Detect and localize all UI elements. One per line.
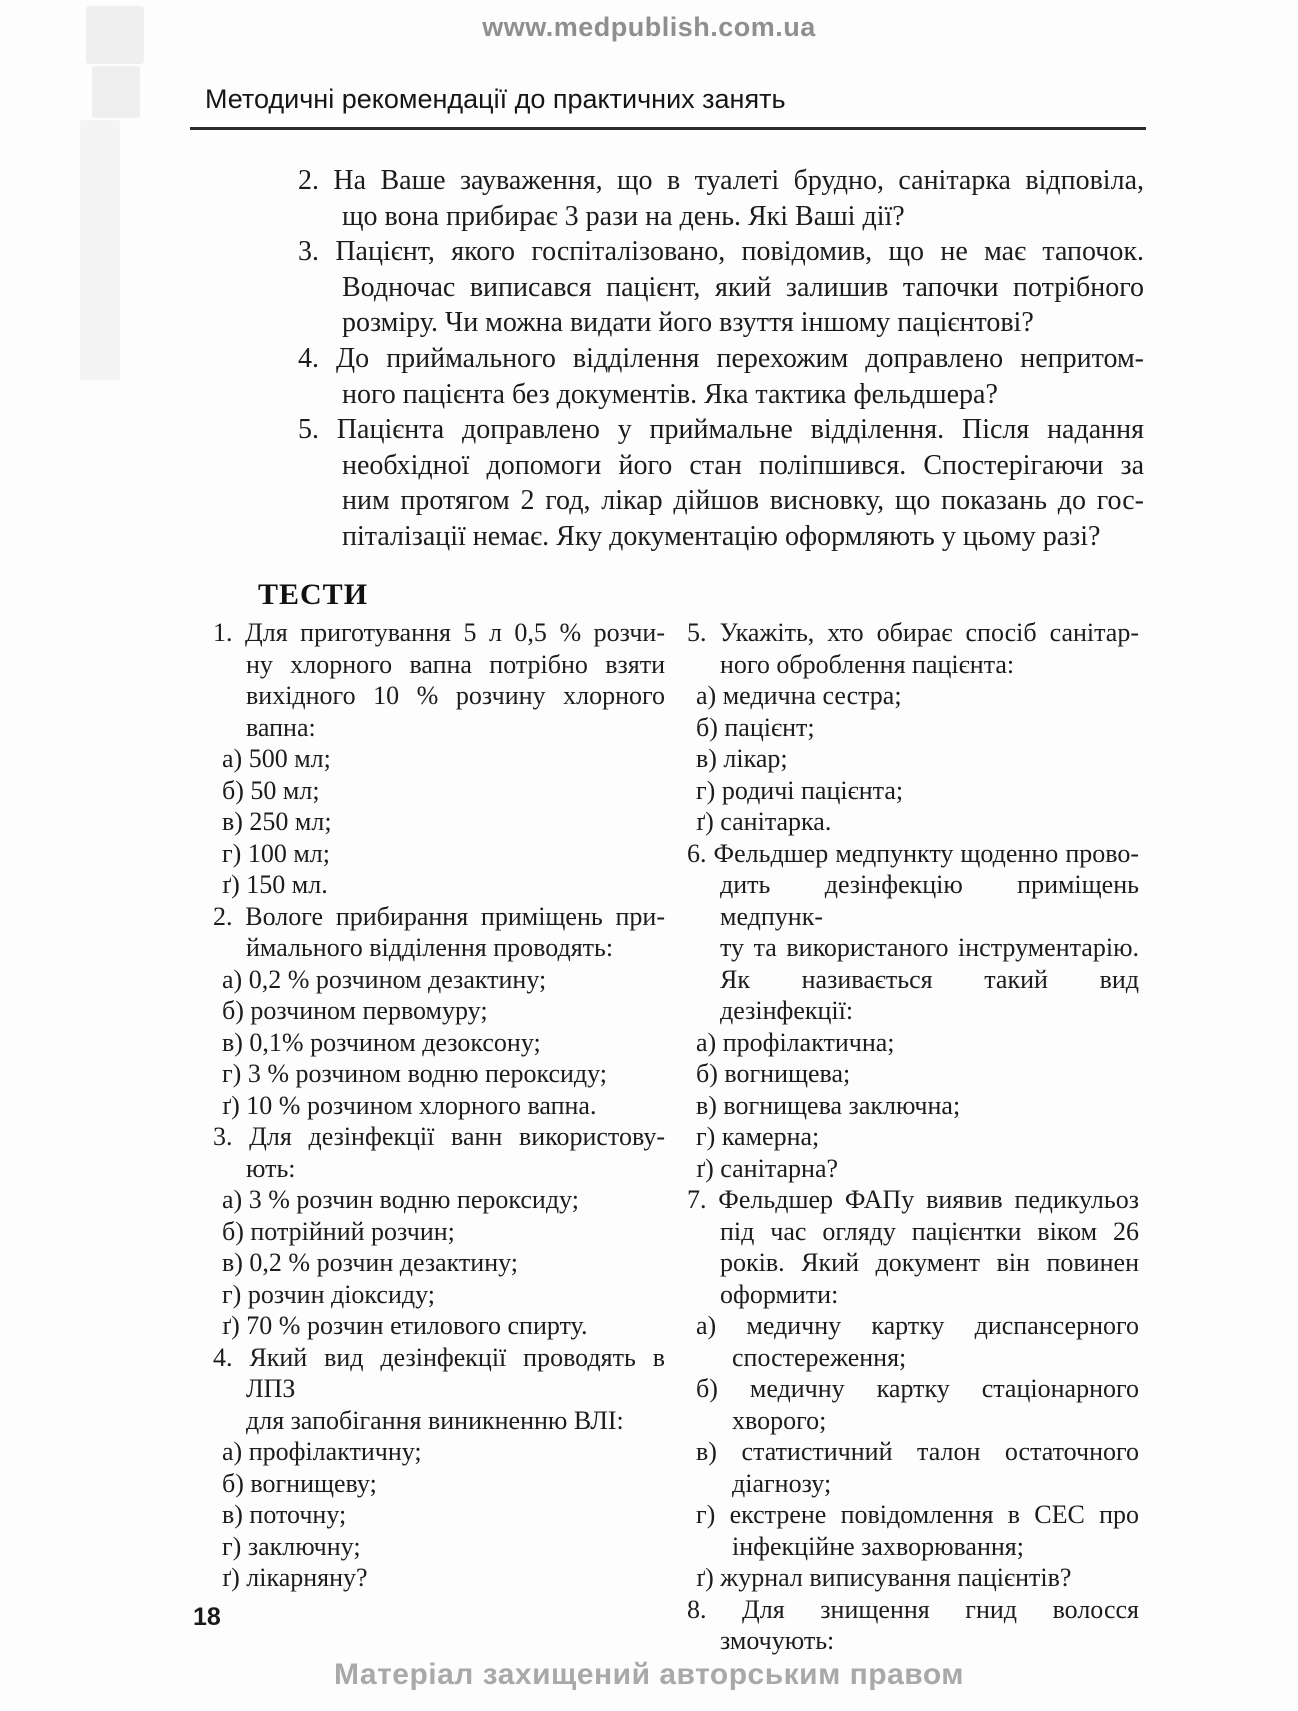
test-text-line: для запобігання виникненню ВЛІ:	[246, 1405, 624, 1435]
intro-text-line: необхідної допомоги його стан поліпшився. Спостерігаючи за	[342, 449, 1144, 481]
test-text-line: б) вогнищеву;	[222, 1468, 377, 1498]
test-question	[213, 1121, 665, 1342]
test-text-line: г) розчин діоксиду;	[222, 1279, 435, 1309]
intro-text-line: 5. Пацієнта доправлено у приймальне відділення. Після надання	[298, 414, 1144, 446]
test-text-line: ймального відділення проводять:	[246, 933, 614, 962]
test-text-line: а) профілактична;	[696, 1027, 895, 1057]
test-text-line: хворого;	[732, 1405, 827, 1435]
test-text-line: 6. Фельдшер медпункту щоденно прово-	[687, 838, 1139, 868]
test-text-line: г) екстрене повідомлення в СЕС про	[696, 1500, 1139, 1529]
scan-artifact	[80, 120, 120, 380]
intro-text-line: ним протягом 2 год, лікар дійшов висновку, що показань до гос-	[342, 485, 1144, 517]
test-text-line: а) профілактичну;	[222, 1437, 422, 1466]
intro-item	[298, 163, 1144, 234]
test-text-line: г) 100 мл;	[222, 838, 330, 868]
test-text-line: вапна:	[246, 712, 316, 742]
test-text-line: під час огляду пацієнтки віком 26	[720, 1216, 1139, 1246]
test-question	[687, 838, 1139, 1185]
test-text-line: ґ) санітарка.	[696, 807, 832, 836]
test-text-line: г) 3 % розчином водню пероксиду;	[222, 1059, 608, 1088]
test-text-line: Як називається такий вид дезінфекції:	[720, 964, 1139, 1025]
test-text-line: 5. Укажіть, хто обирає спосіб санітар-	[687, 618, 1139, 647]
intro-text-line: 2. На Ваше зауваження, що в туалеті брудно, санітарка відповіла,	[298, 165, 1144, 196]
test-text-line: ну хлорного вапна потрібно взяти	[246, 649, 665, 679]
test-text-line: ґ) 70 % розчин етилового спирту.	[222, 1311, 588, 1340]
test-text-line: ґ) 10 % розчином хлорного вапна.	[222, 1090, 597, 1120]
test-text-line: б) 50 мл;	[222, 775, 320, 805]
test-text-line: ту та використаного інструментарію.	[720, 933, 1139, 962]
test-text-line: 2. Вологе прибирання приміщень при-	[213, 901, 665, 931]
test-text-line: 3. Для дезінфекції ванн використову-	[213, 1122, 665, 1151]
test-text-line: в) статистичний талон остаточного	[696, 1437, 1139, 1466]
test-text-line: вихідного 10 % розчину хлорного	[246, 681, 665, 710]
test-text-line: б) потрійний розчин;	[222, 1216, 455, 1246]
publisher-watermark: www.medpublish.com.ua	[482, 12, 816, 42]
tests-column-right	[687, 617, 1139, 1657]
header-rule	[190, 127, 1146, 130]
test-text-line: в) поточну;	[222, 1500, 347, 1529]
test-text-line: б) медичну картку стаціонарного	[696, 1374, 1139, 1403]
page-number: 18	[193, 1603, 221, 1631]
test-text-line: г) заключну;	[222, 1531, 361, 1561]
test-text-line: ного оброблення пацієнта:	[720, 649, 1015, 679]
intro-item	[298, 341, 1144, 412]
test-text-line: спостереження;	[732, 1342, 907, 1372]
intro-item	[298, 412, 1144, 554]
intro-text-line: що вона прибирає 3 рази на день. Які Ваші дії?	[342, 200, 905, 232]
test-text-line: а) 0,2 % розчином дезактину;	[222, 964, 547, 994]
intro-text-line: піталізації немає. Яку документацію оформляють у цьому разі?	[342, 520, 1101, 552]
test-text-line: 4. Який вид дезінфекції проводять в ЛПЗ	[213, 1342, 665, 1403]
test-text-line: інфекційне захворювання;	[732, 1531, 1024, 1561]
test-text-line: 7. Фельдшер ФАПу виявив педикульоз	[687, 1185, 1139, 1214]
intro-text-line: 3. Пацієнт, якого госпіталізовано, повідомив, що не має тапочок.	[298, 236, 1144, 268]
test-text-line: ґ) журнал виписування пацієнтів?	[696, 1563, 1072, 1592]
test-text-line: років. Який документ він повинен	[720, 1248, 1139, 1277]
test-text-line: а) 3 % розчин водню пероксиду;	[222, 1185, 579, 1214]
test-text-line: оформити:	[720, 1279, 839, 1309]
situational-questions-list	[298, 163, 1144, 555]
test-text-line: б) пацієнт;	[696, 712, 815, 742]
test-text-line: в) лікар;	[696, 744, 788, 773]
test-question	[213, 617, 665, 901]
test-text-line: б) розчином первомуру;	[222, 996, 488, 1025]
scan-artifact	[92, 66, 140, 118]
tests-column-left	[213, 617, 665, 1594]
test-text-line: 8. Для знищення гнид волосся змочують:	[687, 1594, 1139, 1655]
test-text-line: дить дезінфекцію приміщень медпунк-	[720, 870, 1139, 931]
test-text-line: а) медична сестра;	[696, 681, 902, 710]
test-text-line: в) вогнищева заключна;	[696, 1090, 961, 1120]
test-text-line: в) 250 мл;	[222, 807, 332, 836]
test-question	[687, 617, 1139, 838]
test-question	[687, 1594, 1139, 1657]
test-text-line: в) 0,1% розчином дезоксону;	[222, 1027, 541, 1057]
test-text-line: ґ) лікарняну?	[222, 1563, 368, 1592]
intro-text-line: Водночас виписався пацієнт, який залишив тапочки потрібного	[342, 271, 1144, 303]
test-text-line: г) камерна;	[696, 1122, 820, 1151]
test-question	[213, 1342, 665, 1594]
test-text-line: ють:	[246, 1153, 296, 1183]
test-text-line: г) родичі пацієнта;	[696, 775, 904, 805]
test-question	[213, 901, 665, 1122]
test-text-line: в) 0,2 % розчин дезактину;	[222, 1248, 519, 1277]
test-question	[687, 1184, 1139, 1594]
copyright-footer: Матеріал захищений авторським правом	[334, 1658, 964, 1691]
test-text-line: б) вогнищева;	[696, 1059, 851, 1088]
test-text-line: а) 500 мл;	[222, 744, 331, 773]
intro-text-line: 4. До приймального відділення перехожим доправлено непритом-	[298, 342, 1144, 374]
test-text-line: діагнозу;	[732, 1468, 832, 1498]
test-text-line: а) медичну картку диспансерного	[696, 1311, 1139, 1340]
test-text-line: ґ) санітарна?	[696, 1153, 839, 1183]
test-text-line: 1. Для приготування 5 л 0,5 % розчи-	[213, 618, 665, 647]
intro-text-line: ного пацієнта без документів. Яка тактика фельдшера?	[342, 378, 998, 410]
intro-text-line: розміру. Чи можна видати його взуття іншому пацієнтові?	[342, 307, 1034, 339]
running-header: Методичні рекомендації до практичних занять	[205, 84, 786, 114]
test-text-line: ґ) 150 мл.	[222, 870, 328, 899]
tests-section-heading: ТЕСТИ	[258, 578, 369, 611]
intro-item	[298, 234, 1144, 341]
